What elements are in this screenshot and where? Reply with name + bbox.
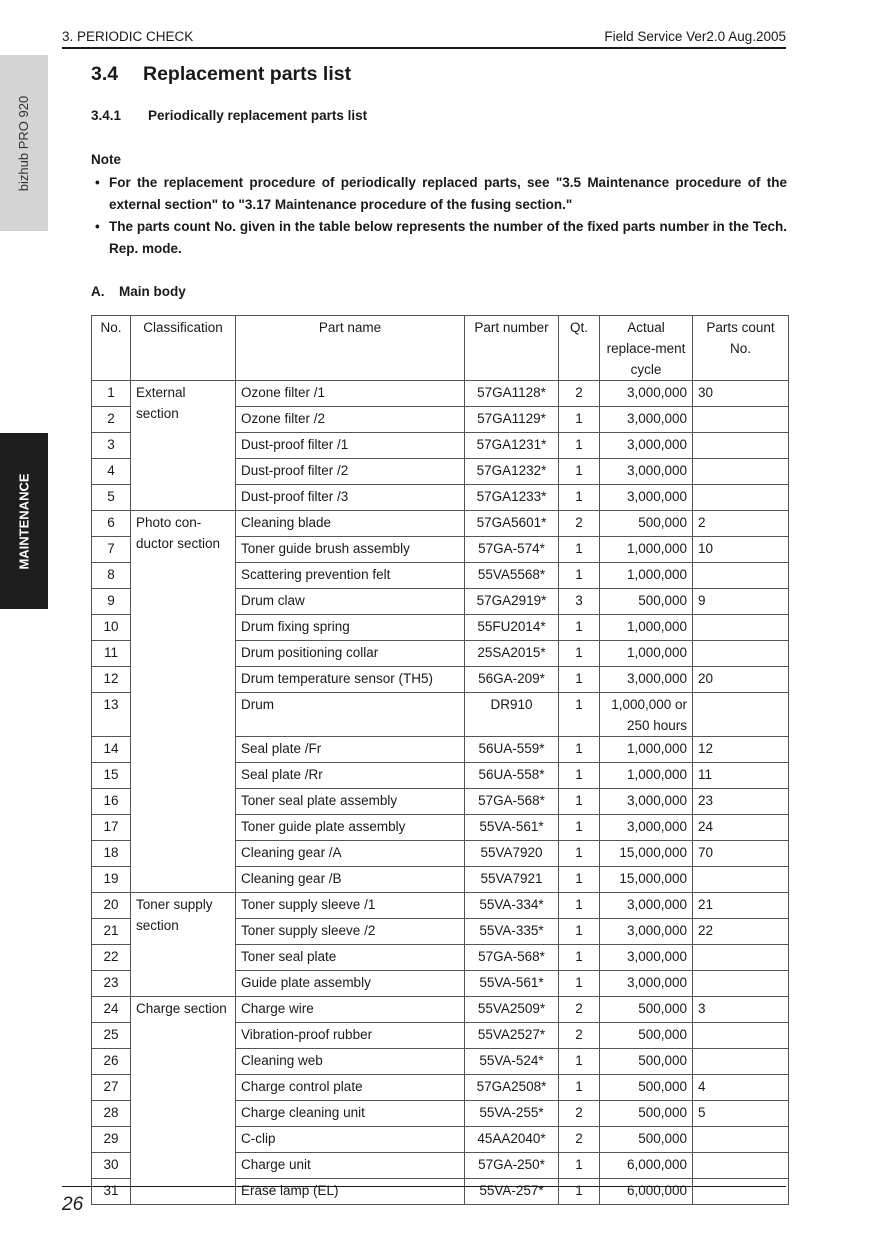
part-cycle-cell: 3,000,000 (600, 667, 693, 693)
part-name-cell: Drum positioning collar (236, 641, 465, 667)
table-row (92, 893, 789, 919)
part-cycle-cell: 3,000,000 (600, 945, 693, 971)
subsection-heading (91, 108, 367, 123)
running-header-chapter: 3. PERIODIC CHECK (62, 29, 194, 44)
part-cycle-cell: 500,000 (600, 1049, 693, 1075)
part-count-cell (693, 1049, 789, 1075)
part-no-cell: 25 (92, 1023, 131, 1049)
part-count-cell: 10 (693, 537, 789, 563)
part-cycle-cell: 1,000,000 (600, 563, 693, 589)
part-count-cell: 70 (693, 841, 789, 867)
part-no-cell: 18 (92, 841, 131, 867)
table-row (92, 997, 789, 1023)
part-cycle-cell: 3,000,000 (600, 789, 693, 815)
note-text: For the replacement procedure of periodically replaced parts, see "3.5 Maintenance procedure of the external section" to "3.17 Maintenance procedure of the fusing section." (109, 175, 787, 212)
part-name-cell: Toner seal plate assembly (236, 789, 465, 815)
part-cycle-cell: 1,000,000 or 250 hours (600, 693, 693, 737)
part-no-cell: 10 (92, 615, 131, 641)
part-name-cell: Ozone filter /2 (236, 407, 465, 433)
running-header-version: Field Service Ver2.0 Aug.2005 (604, 29, 786, 44)
part-name-cell: Charge unit (236, 1153, 465, 1179)
part-name-cell: Guide plate assembly (236, 971, 465, 997)
note-text: The parts count No. given in the table below represents the number of the fixed parts number in the Tech. Rep. mode. (109, 219, 787, 256)
part-name-cell: Cleaning blade (236, 511, 465, 537)
subheading-title: Main body (119, 284, 186, 299)
part-no-cell: 3 (92, 433, 131, 459)
part-cycle-cell: 3,000,000 (600, 971, 693, 997)
part-qty-cell: 1 (559, 407, 600, 433)
part-number-cell: 57GA1232* (465, 459, 559, 485)
part-count-cell (693, 459, 789, 485)
part-cycle-cell: 500,000 (600, 1101, 693, 1127)
part-qty-cell: 1 (559, 815, 600, 841)
part-no-cell: 4 (92, 459, 131, 485)
part-qty-cell: 1 (559, 615, 600, 641)
part-name-cell: Cleaning gear /A (236, 841, 465, 867)
part-count-cell: 3 (693, 997, 789, 1023)
col-header-part-name: Part name (236, 316, 465, 381)
part-number-cell: 57GA-250* (465, 1153, 559, 1179)
part-cycle-cell: 1,000,000 (600, 763, 693, 789)
subheading (91, 284, 186, 299)
part-number-cell: 57GA5601* (465, 511, 559, 537)
bullet-icon: • (95, 219, 100, 234)
part-number-cell: 57GA1231* (465, 433, 559, 459)
page-number: 26 (62, 1194, 84, 1215)
part-count-cell: 22 (693, 919, 789, 945)
part-no-cell: 14 (92, 737, 131, 763)
part-qty-cell: 1 (559, 945, 600, 971)
part-number-cell: 55VA-561* (465, 815, 559, 841)
part-cycle-cell: 3,000,000 (600, 433, 693, 459)
col-header-parts-count: Parts count No. (693, 316, 789, 381)
side-tab-section-label: MAINTENANCE (16, 472, 32, 570)
note-item (91, 216, 787, 260)
part-number-cell: 56UA-559* (465, 737, 559, 763)
part-cycle-cell: 3,000,000 (600, 893, 693, 919)
note-title: Note (91, 152, 121, 167)
header-rule (62, 47, 786, 49)
part-qty-cell: 2 (559, 1101, 600, 1127)
part-no-cell: 2 (92, 407, 131, 433)
part-qty-cell: 1 (559, 971, 600, 997)
part-cycle-cell: 500,000 (600, 1127, 693, 1153)
side-tab-section (0, 433, 48, 609)
replacement-parts-table (91, 315, 789, 1205)
part-number-cell: 55VA-524* (465, 1049, 559, 1075)
part-cycle-cell: 1,000,000 (600, 615, 693, 641)
part-qty-cell: 1 (559, 537, 600, 563)
part-cycle-cell: 3,000,000 (600, 815, 693, 841)
part-no-cell: 23 (92, 971, 131, 997)
part-number-cell: 25SA2015* (465, 641, 559, 667)
part-count-cell: 20 (693, 667, 789, 693)
note-list (91, 172, 787, 260)
note-item (91, 172, 787, 216)
part-no-cell: 21 (92, 919, 131, 945)
part-number-cell: 55VA-335* (465, 919, 559, 945)
part-no-cell: 15 (92, 763, 131, 789)
part-count-cell (693, 641, 789, 667)
part-cycle-cell: 3,000,000 (600, 459, 693, 485)
part-number-cell: 57GA1128* (465, 381, 559, 407)
part-name-cell: Charge control plate (236, 1075, 465, 1101)
col-header-qty: Qt. (559, 316, 600, 381)
subheading-number: A. (91, 284, 105, 299)
col-header-part-number: Part number (465, 316, 559, 381)
col-header-classification: Classification (131, 316, 236, 381)
part-count-cell (693, 945, 789, 971)
part-count-cell (693, 1023, 789, 1049)
part-no-cell: 5 (92, 485, 131, 511)
part-name-cell: Seal plate /Fr (236, 737, 465, 763)
col-header-no: No. (92, 316, 131, 381)
part-no-cell: 1 (92, 381, 131, 407)
part-no-cell: 22 (92, 945, 131, 971)
classification-cell: External section (131, 381, 236, 511)
part-number-cell: 55VA-255* (465, 1101, 559, 1127)
part-qty-cell: 2 (559, 381, 600, 407)
part-no-cell: 6 (92, 511, 131, 537)
part-name-cell: Seal plate /Rr (236, 763, 465, 789)
part-cycle-cell: 3,000,000 (600, 919, 693, 945)
part-count-cell (693, 433, 789, 459)
part-no-cell: 13 (92, 693, 131, 737)
part-qty-cell: 1 (559, 485, 600, 511)
part-number-cell: 55VA7920 (465, 841, 559, 867)
part-cycle-cell: 3,000,000 (600, 485, 693, 511)
subsection-number: 3.4.1 (91, 108, 122, 123)
part-name-cell: Ozone filter /1 (236, 381, 465, 407)
section-heading (91, 63, 351, 86)
part-no-cell: 19 (92, 867, 131, 893)
part-count-cell: 9 (693, 589, 789, 615)
part-no-cell: 28 (92, 1101, 131, 1127)
table-body (92, 381, 789, 1205)
part-number-cell: 55VA2509* (465, 997, 559, 1023)
part-count-cell (693, 563, 789, 589)
part-number-cell: 55VA-561* (465, 971, 559, 997)
part-count-cell: 30 (693, 381, 789, 407)
part-qty-cell: 1 (559, 789, 600, 815)
part-name-cell: Dust-proof filter /1 (236, 433, 465, 459)
part-name-cell: Toner supply sleeve /1 (236, 893, 465, 919)
part-number-cell: 57GA-568* (465, 789, 559, 815)
part-no-cell: 27 (92, 1075, 131, 1101)
part-count-cell: 23 (693, 789, 789, 815)
part-cycle-cell: 6,000,000 (600, 1179, 693, 1205)
part-count-cell (693, 1127, 789, 1153)
part-qty-cell: 1 (559, 693, 600, 737)
part-qty-cell: 1 (559, 1179, 600, 1205)
part-name-cell: Toner guide plate assembly (236, 815, 465, 841)
part-number-cell: 55VA7921 (465, 867, 559, 893)
part-name-cell: Dust-proof filter /3 (236, 485, 465, 511)
part-name-cell: Vibration-proof rubber (236, 1023, 465, 1049)
part-count-cell: 12 (693, 737, 789, 763)
part-qty-cell: 1 (559, 1049, 600, 1075)
part-qty-cell: 1 (559, 563, 600, 589)
part-number-cell: DR910 (465, 693, 559, 737)
part-qty-cell: 1 (559, 1153, 600, 1179)
part-name-cell: Toner seal plate (236, 945, 465, 971)
part-count-cell (693, 1179, 789, 1205)
part-qty-cell: 1 (559, 1075, 600, 1101)
part-number-cell: 57GA1233* (465, 485, 559, 511)
side-tab-model (0, 55, 48, 231)
part-no-cell: 26 (92, 1049, 131, 1075)
part-qty-cell: 1 (559, 763, 600, 789)
part-count-cell (693, 971, 789, 997)
part-no-cell: 31 (92, 1179, 131, 1205)
part-qty-cell: 3 (559, 589, 600, 615)
part-name-cell: C-clip (236, 1127, 465, 1153)
part-qty-cell: 1 (559, 459, 600, 485)
part-cycle-cell: 3,000,000 (600, 407, 693, 433)
part-number-cell: 55VA5568* (465, 563, 559, 589)
part-count-cell (693, 615, 789, 641)
part-number-cell: 57GA-568* (465, 945, 559, 971)
part-name-cell: Dust-proof filter /2 (236, 459, 465, 485)
part-cycle-cell: 500,000 (600, 511, 693, 537)
part-number-cell: 56UA-558* (465, 763, 559, 789)
part-count-cell (693, 407, 789, 433)
part-number-cell: 56GA-209* (465, 667, 559, 693)
part-qty-cell: 2 (559, 1127, 600, 1153)
part-name-cell: Cleaning gear /B (236, 867, 465, 893)
part-count-cell: 5 (693, 1101, 789, 1127)
part-cycle-cell: 500,000 (600, 1023, 693, 1049)
part-qty-cell: 2 (559, 997, 600, 1023)
part-number-cell: 55FU2014* (465, 615, 559, 641)
part-no-cell: 11 (92, 641, 131, 667)
part-name-cell: Scattering prevention felt (236, 563, 465, 589)
part-number-cell: 57GA-574* (465, 537, 559, 563)
classification-cell: Photo con-ductor section (131, 511, 236, 893)
subsection-title: Periodically replacement parts list (148, 108, 368, 123)
part-name-cell: Toner supply sleeve /2 (236, 919, 465, 945)
section-title: Replacement parts list (143, 63, 352, 85)
classification-cell: Toner supply section (131, 893, 236, 997)
part-count-cell (693, 485, 789, 511)
part-cycle-cell: 1,000,000 (600, 641, 693, 667)
part-count-cell: 21 (693, 893, 789, 919)
side-tab-model-label: bizhub PRO 920 (16, 95, 32, 191)
part-qty-cell: 1 (559, 919, 600, 945)
part-no-cell: 12 (92, 667, 131, 693)
part-no-cell: 20 (92, 893, 131, 919)
table-header-row (92, 316, 789, 381)
part-cycle-cell: 15,000,000 (600, 841, 693, 867)
part-qty-cell: 1 (559, 737, 600, 763)
part-name-cell: Cleaning web (236, 1049, 465, 1075)
part-cycle-cell: 6,000,000 (600, 1153, 693, 1179)
part-name-cell: Toner guide brush assembly (236, 537, 465, 563)
part-number-cell: 55VA-257* (465, 1179, 559, 1205)
part-qty-cell: 1 (559, 867, 600, 893)
part-count-cell (693, 1153, 789, 1179)
part-name-cell: Drum temperature sensor (TH5) (236, 667, 465, 693)
part-name-cell: Charge wire (236, 997, 465, 1023)
part-count-cell: 24 (693, 815, 789, 841)
table-row (92, 381, 789, 407)
part-count-cell: 4 (693, 1075, 789, 1101)
col-header-cycle: Actual replace-ment cycle (600, 316, 693, 381)
part-qty-cell: 2 (559, 1023, 600, 1049)
table-row (92, 511, 789, 537)
part-cycle-cell: 500,000 (600, 1075, 693, 1101)
part-no-cell: 30 (92, 1153, 131, 1179)
part-qty-cell: 1 (559, 841, 600, 867)
part-number-cell: 45AA2040* (465, 1127, 559, 1153)
footer-rule (62, 1186, 786, 1187)
part-cycle-cell: 3,000,000 (600, 381, 693, 407)
part-number-cell: 55VA-334* (465, 893, 559, 919)
part-qty-cell: 1 (559, 667, 600, 693)
part-number-cell: 57GA1129* (465, 407, 559, 433)
part-no-cell: 8 (92, 563, 131, 589)
part-qty-cell: 2 (559, 511, 600, 537)
part-no-cell: 16 (92, 789, 131, 815)
part-count-cell: 2 (693, 511, 789, 537)
part-qty-cell: 1 (559, 641, 600, 667)
part-number-cell: 57GA2919* (465, 589, 559, 615)
part-name-cell: Drum claw (236, 589, 465, 615)
part-cycle-cell: 1,000,000 (600, 537, 693, 563)
part-no-cell: 9 (92, 589, 131, 615)
part-cycle-cell: 1,000,000 (600, 737, 693, 763)
part-no-cell: 29 (92, 1127, 131, 1153)
part-no-cell: 7 (92, 537, 131, 563)
part-name-cell: Drum (236, 693, 465, 737)
part-cycle-cell: 500,000 (600, 997, 693, 1023)
part-name-cell: Erase lamp (EL) (236, 1179, 465, 1205)
part-count-cell (693, 693, 789, 737)
part-cycle-cell: 500,000 (600, 589, 693, 615)
section-number: 3.4 (91, 63, 119, 85)
part-number-cell: 57GA2508* (465, 1075, 559, 1101)
part-no-cell: 24 (92, 997, 131, 1023)
part-qty-cell: 1 (559, 433, 600, 459)
part-count-cell (693, 867, 789, 893)
classification-cell: Charge section (131, 997, 236, 1205)
part-count-cell: 11 (693, 763, 789, 789)
part-cycle-cell: 15,000,000 (600, 867, 693, 893)
part-number-cell: 55VA2527* (465, 1023, 559, 1049)
part-name-cell: Drum fixing spring (236, 615, 465, 641)
part-name-cell: Charge cleaning unit (236, 1101, 465, 1127)
bullet-icon: • (95, 175, 100, 190)
part-qty-cell: 1 (559, 893, 600, 919)
part-no-cell: 17 (92, 815, 131, 841)
